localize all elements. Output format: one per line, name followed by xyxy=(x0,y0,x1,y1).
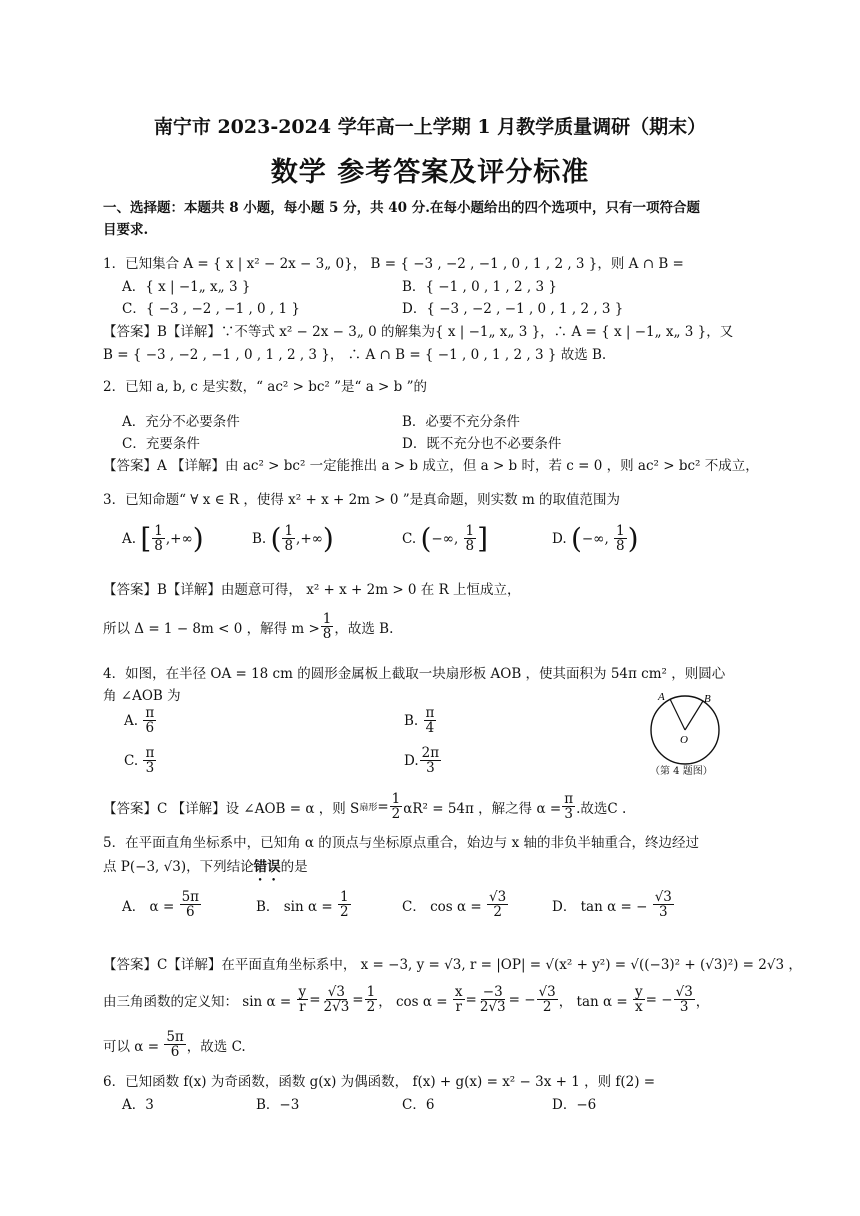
text: 的是 xyxy=(280,859,308,875)
text: 由三角函数的定义知： sin α = xyxy=(103,993,292,1010)
q3-option-d: D. ( −∞ , $\frac{1}{8}$ ) xyxy=(552,522,639,555)
q3-option-b: B. ( $\frac{1}{8}$ , +∞ ) xyxy=(252,522,334,555)
frac-num: 1 xyxy=(391,791,401,807)
q5-stem: 5．在平面直角坐标系中，已知角 α 的顶点与坐标原点重合，始边与 x 轴的非负半轴重合，终边经过 xyxy=(103,835,699,851)
inf: −∞ xyxy=(431,530,454,547)
frac-den: 2 xyxy=(542,999,552,1016)
frac-den: 6 xyxy=(170,1044,180,1061)
text: D． tan α = − xyxy=(552,898,648,915)
q5-answer-conclusion xyxy=(103,1030,246,1059)
frac-den: 2√3 xyxy=(323,999,350,1016)
frac-num: π xyxy=(564,791,574,807)
frac-den: 8 xyxy=(154,538,163,554)
frac-num: π xyxy=(425,705,435,721)
q3-option-a: A. [ $\frac{1}{8}$ , +∞ ) xyxy=(122,522,204,555)
frac-num: y xyxy=(298,984,307,1000)
frac-den: x xyxy=(635,999,643,1016)
q5-stem-cont xyxy=(103,855,308,884)
frac-num: 5π xyxy=(166,1029,184,1045)
q2-stem: 2．已知 a, b, c 是实数，“ ac² > bc² ”是“ a > b ”的 xyxy=(103,379,427,395)
text: C． cos α = xyxy=(402,898,482,915)
q4-answer xyxy=(103,792,626,821)
frac-num: √3 xyxy=(327,984,345,1000)
q6-option-d: D．−6 xyxy=(552,1097,597,1113)
point-a-label: A xyxy=(658,691,665,703)
q5-option-c xyxy=(402,890,509,919)
text: ， cos α = xyxy=(378,993,448,1010)
frac-den: 8 xyxy=(465,538,475,554)
q5-option-a xyxy=(122,890,202,919)
option-label: B. xyxy=(252,530,267,547)
frac-num: −3 xyxy=(482,984,503,1000)
text: .故选C . xyxy=(576,800,627,817)
frac-den: 8 xyxy=(284,538,294,554)
q1-option-b: B．{ −1 , 0 , 1 , 2 , 3 } xyxy=(402,279,557,295)
frac-num: √3 xyxy=(489,889,507,905)
q3-answer: 【答案】B【详解】由题意可得， x² + x + 2m > 0 在 R 上恒成立， xyxy=(103,582,521,598)
q3-answer-cont xyxy=(103,612,393,641)
frac-den: 3 xyxy=(679,999,689,1016)
q1-answer: 【答案】B【详解】∵不等式 x² − 2x − 3„ 0 的解集为{ x | −1„ x„ 3 }，∴ A = { x | −1„ x„ 3 }，又 xyxy=(103,324,734,340)
frac-den: r xyxy=(299,999,306,1016)
frac-num: x xyxy=(454,984,463,1000)
text: ， tan α = xyxy=(558,993,628,1010)
text: 【答案】C 【详解】设 ∠AOB = α ，则 S xyxy=(103,800,360,817)
text: 可以 α = xyxy=(103,1038,160,1055)
q5-option-b xyxy=(256,890,352,919)
frac-den: 8 xyxy=(616,538,625,554)
point-b-label: B xyxy=(704,693,711,705)
frac-den: 2 xyxy=(493,904,502,921)
q4-stem: 4．如图，在半径 OA = 18 cm 的圆形金属板上截取一块扇形板 AOB ，使其面积为 54π cm² ，则圆心 xyxy=(103,666,726,682)
section-heading-cont: 目要求. xyxy=(103,222,149,238)
q1-answer-cont: B = { −3 , −2 , −1 , 0 , 1 , 2 , 3 }， ∴ A ∩ B = { −1 , 0 , 1 , 2 , 3 } 故选 B. xyxy=(103,347,607,363)
q3-option-c: C. ( −∞ , $\frac{1}{8}$ ] xyxy=(402,522,489,555)
frac-num: √3 xyxy=(538,984,556,1000)
frac-num: y xyxy=(635,984,643,1000)
frac-num: 1 xyxy=(339,889,349,905)
q6-stem: 6．已知函数 f(x) 为奇函数，函数 g(x) 为偶函数， f(x) + g(x) = x² − 3x + 1 ，则 f(2) = xyxy=(103,1074,656,1090)
frac-den: 2 xyxy=(366,999,376,1016)
frac-num: 1 xyxy=(154,522,163,539)
frac-den: 6 xyxy=(145,720,155,737)
frac-num: 1 xyxy=(322,611,332,627)
frac-num: 1 xyxy=(284,522,294,539)
frac-den: 4 xyxy=(425,720,435,737)
q1-option-d: D．{ −3 , −2 , −1 , 0 , 1 , 2 , 3 } xyxy=(402,301,624,317)
text: αR² = 54π ，解之得 α = xyxy=(403,800,562,817)
option-label: C. xyxy=(402,530,417,547)
q1-stem: 1．已知集合 A = { x | x² − 2x − 3„ 0}， B = { −3 , −2 , −1 , 0 , 1 , 2 , 3 }，则 A ∩ B = xyxy=(103,256,684,272)
text: ，故选 C. xyxy=(186,1038,246,1055)
q2-answer: 【答案】A 【详解】由 ac² > bc² 一定能推出 a > b 成立，但 a > b 时，若 c = 0 ，则 ac² > bc² 不成立， xyxy=(103,458,759,474)
frac-den: 2 xyxy=(339,904,349,921)
text: 点 P(−3, √3)，下列结论 xyxy=(103,859,254,875)
frac-den: 2√3 xyxy=(479,999,506,1016)
q1-option-a: A．{ x | −1„ x„ 3 } xyxy=(122,279,251,295)
inf: −∞ xyxy=(581,530,605,547)
q6-option-b: B．−3 xyxy=(256,1097,300,1113)
option-label: D. xyxy=(404,752,419,769)
radius-ob xyxy=(685,701,703,730)
q2-option-d: D．既不充分也不必要条件 xyxy=(402,436,562,452)
document-subtitle: 数学 参考答案及评分标准 xyxy=(270,157,590,188)
point-o-label: O xyxy=(680,734,688,746)
frac-num: π xyxy=(145,705,155,721)
q4-option-c xyxy=(124,746,157,775)
frac-den: 8 xyxy=(322,626,332,643)
text: = xyxy=(377,798,389,815)
figure-caption: （第 4 题图） xyxy=(650,766,713,777)
frac-num: π xyxy=(145,745,155,761)
q2-option-c: C．充要条件 xyxy=(122,436,200,452)
frac-num: 5π xyxy=(181,889,200,905)
text: B． sin α = xyxy=(256,898,333,915)
frac-num: 1 xyxy=(616,522,625,539)
q6-option-a: A．3 xyxy=(122,1097,154,1113)
frac-den: 3 xyxy=(145,760,155,777)
option-label: A. xyxy=(124,712,139,729)
text: ，故选 B. xyxy=(334,620,394,637)
q4-option-b xyxy=(404,706,437,735)
option-label: A. xyxy=(122,530,137,547)
frac-num: √3 xyxy=(654,889,672,905)
document-title: 南宁市 2023-2024 学年高一上学期 1 月教学质量调研（期末） xyxy=(153,116,707,138)
frac-den: 6 xyxy=(186,904,195,921)
frac-num: √3 xyxy=(675,984,693,1000)
text: A． α = xyxy=(122,898,175,915)
section-heading: 一、选择题：本题共 8 小题，每小题 5 分，共 40 分.在每小题给出的四个选项中，只有一项符合题 xyxy=(103,200,700,216)
frac-den: 3 xyxy=(564,806,573,823)
q2-option-b: B．必要不充分条件 xyxy=(402,414,520,430)
q5-answer: 【答案】C【详解】在平面直角坐标系中， x = −3, y = √3, r = |OP| = √(x² + y²) = √((−3)² + (√3)²) = 2√3 ， xyxy=(103,957,802,973)
q1-option-c: C．{ −3 , −2 , −1 , 0 , 1 } xyxy=(122,301,300,317)
inf: +∞ xyxy=(170,530,193,547)
option-label: C. xyxy=(124,752,139,769)
q4-stem-cont: 角 ∠AOB 为 xyxy=(103,688,181,704)
q3-stem: 3．已知命题“ ∀ x ∈ R ，使得 x² + x + 2m > 0 ”是真命题，则实数 m 的取值范围为 xyxy=(103,492,621,508)
frac-den: 2 xyxy=(391,806,401,823)
subscript: 扇形 xyxy=(359,803,378,814)
option-label: B. xyxy=(404,712,419,729)
q5-answer-trig: 由三角函数的定义知： sin α = $\frac{y}{r}$ = $\frac{√3}{2√3}$ = $\frac{1}{2}$ ， cos α = $\frac{x}{r}$ = $\frac{-3}{2√3}$ = − $\frac{√3}{2}$ ， tan α = $\frac{y}{x}$ = − $\frac{√3}{3}$ ， xyxy=(103,984,710,1016)
inf: +∞ xyxy=(300,530,323,547)
radius-oa xyxy=(670,699,685,730)
frac-num: 1 xyxy=(465,522,475,539)
frac-den: 3 xyxy=(659,904,668,921)
q4-option-a xyxy=(124,706,157,735)
frac-num: 2π xyxy=(421,745,440,761)
frac-den: r xyxy=(455,999,462,1016)
frac-num: 1 xyxy=(366,984,376,1000)
emphasis-text: 错误 xyxy=(253,859,281,875)
frac-den: 3 xyxy=(426,760,435,777)
option-label: D. xyxy=(552,530,567,547)
q2-option-a: A．充分不必要条件 xyxy=(122,414,240,430)
q5-option-d xyxy=(552,890,675,919)
text: 所以 Δ = 1 − 8m < 0 ，解得 m > xyxy=(103,620,320,637)
q6-option-c: C．6 xyxy=(402,1097,435,1113)
q4-option-d xyxy=(404,746,442,775)
